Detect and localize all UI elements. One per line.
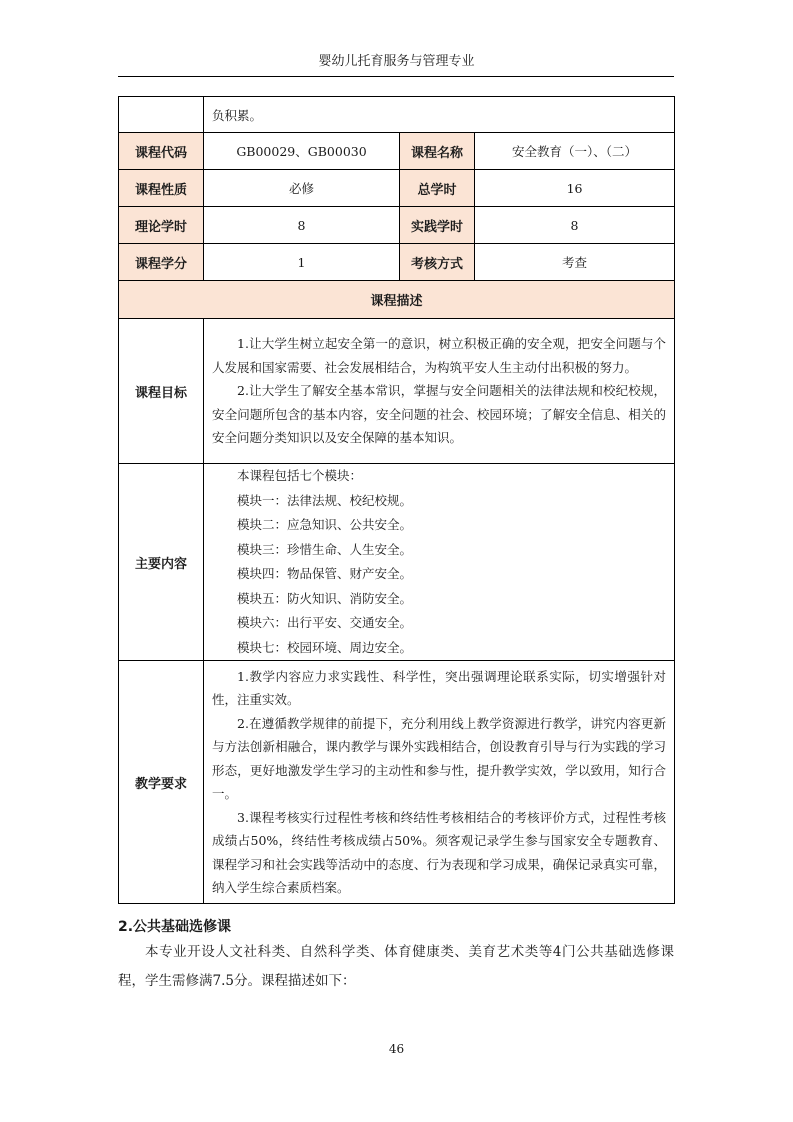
section-title: 2.公共基础选修课 <box>118 919 232 935</box>
module-item: 模块七：校园环境、周边安全。 <box>237 639 413 655</box>
hours-row <box>119 207 675 244</box>
assessment-label: 考核方式 <box>400 244 475 281</box>
course-table <box>118 96 675 904</box>
course-nature-row <box>119 170 675 207</box>
requirement-item: 1.教学内容应力求实践性、科学性，突出强调理论联系实际，切实增强针对性，注重实效。 <box>212 668 667 707</box>
course-name-label: 课程名称 <box>400 133 475 170</box>
requirements-cell <box>204 661 675 904</box>
theory-hours-label: 理论学时 <box>119 207 204 244</box>
course-name-value: 安全教育（一）、（二） <box>475 133 675 170</box>
content-intro: 本课程包括七个模块： <box>237 468 363 483</box>
practice-hours-label: 实践学时 <box>400 207 475 244</box>
objectives-row <box>119 319 675 464</box>
course-code-value: GB00029、GB00030 <box>204 133 400 170</box>
practice-hours-value: 8 <box>475 207 675 244</box>
carry-over-row <box>119 97 675 133</box>
requirement-item: 2.在遵循教学规律的前提下，充分利用线上教学资源进行教学，讲究内容更新与方法创新相融合，课内教学与课外实践相结合，创设教育引导与行为实践的学习形态，更好地激发学生学习的主动性和参与性，提升教学实效，学以致用，知行合一。 <box>212 715 667 801</box>
course-nature-value: 必修 <box>204 170 400 207</box>
module-item: 模块五：防火知识、消防安全。 <box>237 590 413 606</box>
course-code-row <box>119 133 675 170</box>
module-item: 模块四：物品保管、财产安全。 <box>237 566 413 581</box>
credits-value: 1 <box>204 244 400 281</box>
course-description-heading: 课程描述 <box>119 281 675 319</box>
content-cell <box>204 464 675 661</box>
total-hours-label: 总学时 <box>400 170 475 207</box>
course-nature-label: 课程性质 <box>119 170 204 207</box>
total-hours-value: 16 <box>475 170 675 207</box>
module-item: 模块一：法律法规、校纪校规。 <box>237 492 413 508</box>
requirements-label: 教学要求 <box>119 661 204 904</box>
objective-item: 2.让大学生了解安全基本常识，掌握与安全问题相关的法律法规和校纪校规，安全问题所包含的基本内容，安全问题的社会、校园环境；了解安全信息、相关的安全问题分类知识以及安全保障的基本知识。 <box>212 383 667 446</box>
section-body: 本专业开设人文社科类、自然科学类、体育健康类、美育艺术类等4门公共基础选修课程，学生需修满7.5分。课程描述如下： <box>118 944 674 989</box>
module-item: 模块二：应急知识、公共安全。 <box>237 517 413 532</box>
theory-hours-value: 8 <box>204 207 400 244</box>
content-label: 主要内容 <box>119 464 204 661</box>
content-row <box>119 464 675 661</box>
module-item: 模块六：出行平安、交通安全。 <box>237 615 413 630</box>
module-item: 模块三：珍惜生命、人生安全。 <box>237 541 413 557</box>
description-heading-row <box>119 281 675 319</box>
credits-row <box>119 244 675 281</box>
header-divider <box>118 76 674 77</box>
objectives-cell <box>204 319 675 464</box>
objectives-label: 课程目标 <box>119 319 204 464</box>
credits-label: 课程学分 <box>119 244 204 281</box>
carry-over-blank-cell <box>119 97 204 133</box>
requirements-row <box>119 661 675 904</box>
page-number: 46 <box>388 1042 405 1056</box>
assessment-value: 考查 <box>475 244 675 281</box>
objective-item: 1.让大学生树立起安全第一的意识，树立积极正确的安全观，把安全问题与个人发展和国家需要、社会发展相结合，为构筑平安人生主动付出积极的努力。 <box>212 336 667 375</box>
carry-over-text: 负积累。 <box>204 97 675 133</box>
requirement-item: 3.课程考核实行过程性考核和终结性考核相结合的考核评价方式，过程性考核成绩占50%，终结性考核成绩占50%。须客观记录学生参与国家安全专题教育、课程学习和社会实践等活动中的态度、行为表现和学习成果，确保记录真实可靠，纳入学生综合素质档案。 <box>212 809 667 895</box>
course-code-label: 课程代码 <box>119 133 204 170</box>
page-header: 婴幼儿托育服务与管理专业 <box>318 54 475 69</box>
